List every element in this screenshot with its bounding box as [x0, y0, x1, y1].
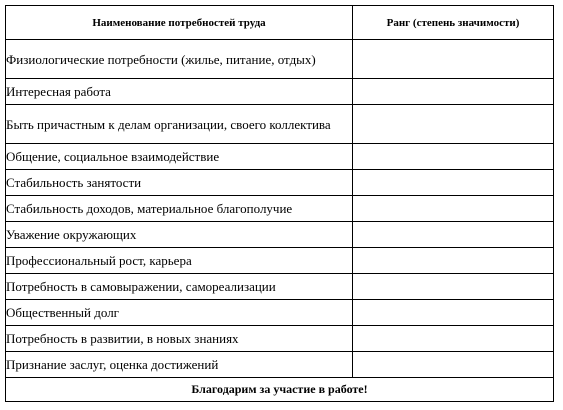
- need-cell: Стабильность доходов, материальное благополучие: [6, 196, 353, 222]
- rank-cell[interactable]: [353, 144, 554, 170]
- need-cell: Потребность в развитии, в новых знаниях: [6, 326, 353, 352]
- need-cell: Потребность в самовыражении, самореализации: [6, 274, 353, 300]
- thank-you-note: Благодарим за участие в работе!: [6, 378, 554, 402]
- table-row: [6, 40, 554, 79]
- need-column-header: Наименование потребностей труда: [6, 6, 353, 40]
- table-row: [6, 222, 554, 248]
- table-row: [6, 105, 554, 144]
- table-row: [6, 326, 554, 352]
- rank-cell[interactable]: [353, 248, 554, 274]
- rank-cell[interactable]: [353, 326, 554, 352]
- table-row: [6, 144, 554, 170]
- rank-cell[interactable]: [353, 170, 554, 196]
- table-row: [6, 248, 554, 274]
- table-row: [6, 196, 554, 222]
- table-row: [6, 79, 554, 105]
- document-page: [5, 5, 553, 402]
- need-cell: Признание заслуг, оценка достижений: [6, 352, 353, 378]
- rank-cell[interactable]: [353, 196, 554, 222]
- rank-column-header: Ранг (степень значимости): [353, 6, 554, 40]
- table-row: [6, 274, 554, 300]
- rank-cell[interactable]: [353, 79, 554, 105]
- rank-cell[interactable]: [353, 300, 554, 326]
- table-row: [6, 170, 554, 196]
- table-footer-row: [6, 378, 554, 402]
- table-row: [6, 352, 554, 378]
- table-header-row: [6, 6, 554, 40]
- need-cell: Общественный долг: [6, 300, 353, 326]
- need-cell: Общение, социальное взаимодействие: [6, 144, 353, 170]
- need-cell: Профессиональный рост, карьера: [6, 248, 353, 274]
- rank-cell[interactable]: [353, 105, 554, 144]
- need-cell: Физиологические потребности (жилье, питание, отдых): [6, 40, 353, 79]
- needs-ranking-table: [5, 5, 554, 402]
- need-cell: Быть причастным к делам организации, своего коллектива: [6, 105, 353, 144]
- rank-cell[interactable]: [353, 40, 554, 79]
- rank-cell[interactable]: [353, 222, 554, 248]
- rank-cell[interactable]: [353, 352, 554, 378]
- rank-cell[interactable]: [353, 274, 554, 300]
- need-cell: Интересная работа: [6, 79, 353, 105]
- table-row: [6, 300, 554, 326]
- need-cell: Стабильность занятости: [6, 170, 353, 196]
- need-cell: Уважение окружающих: [6, 222, 353, 248]
